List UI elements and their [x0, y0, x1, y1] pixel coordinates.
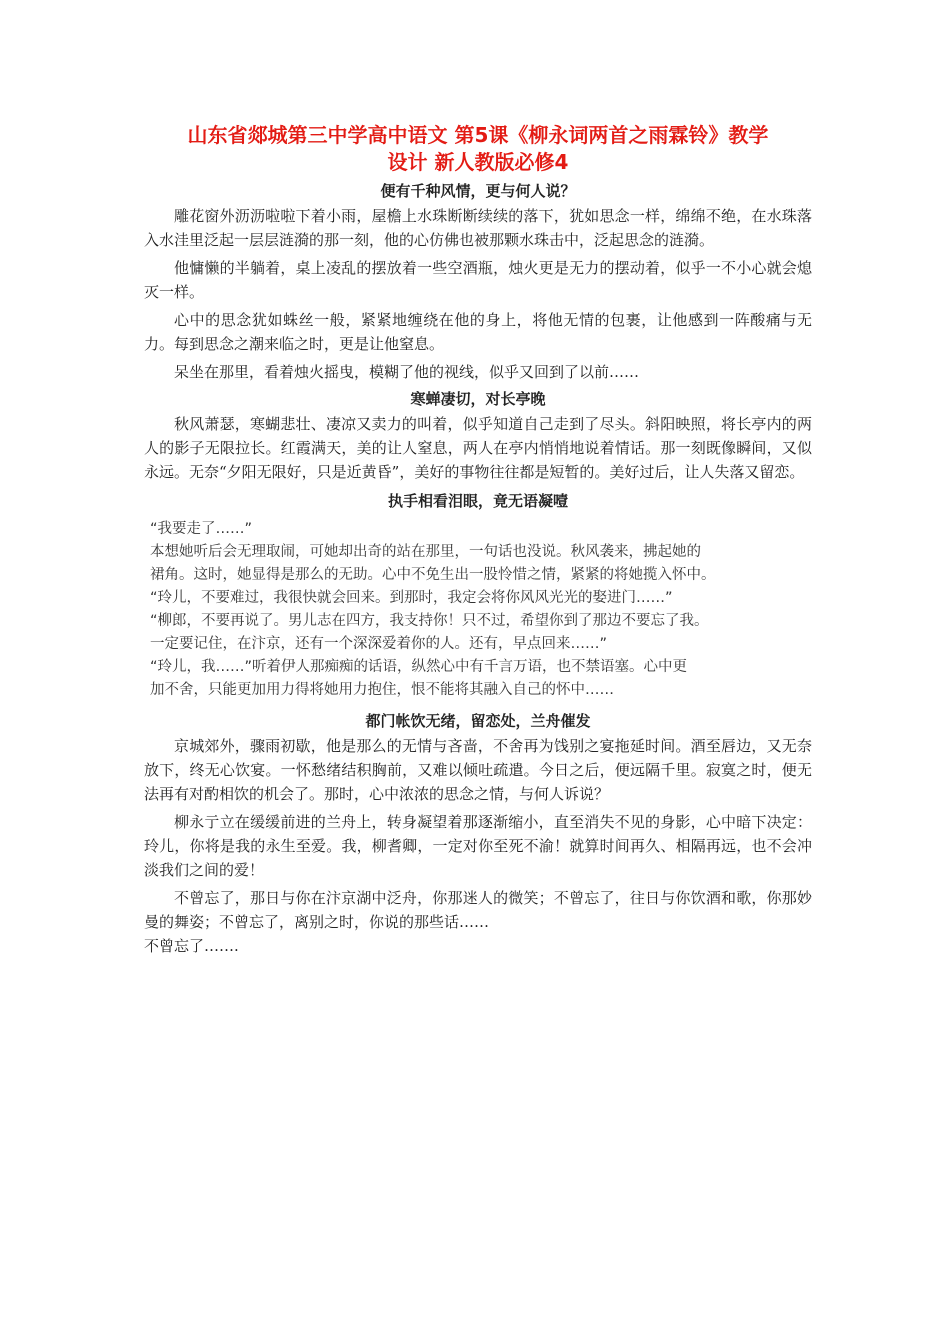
paragraph: 呆坐在那里，看着烛火摇曳，模糊了他的视线，似乎又回到了以前…… [174, 363, 640, 381]
paragraph: 不曾忘了，那日与你在汴京湖中泛舟，你那迷人的微笑；不曾忘了，往日与你饮酒和歌，你那妙曼的舞姿；不曾忘了，离别之时，你说的那些话…… [144, 889, 812, 931]
dialogue-line: “玲儿，我……”听着伊人那痴痴的话语，纵然心中有千言万语，也不禁语塞。心中更 [150, 659, 688, 675]
section-heading-4: 都门帐饮无绪，留恋处，兰舟催发 [365, 712, 591, 730]
paragraph: 心中的思念犹如蛛丝一般，紧紧地缠绕在他的身上，将他无情的包裹，让他感到一阵酸痛与无力。每到思念之潮来临之时，更是让他窒息。 [144, 311, 812, 353]
dialogue-line: 本想她听后会无理取闹，可她却出奇的站在那里，一句话也没说。秋风袭来，拂起她的 [150, 544, 701, 560]
section-heading-3: 执手相看泪眼，竟无语凝噎 [387, 492, 568, 510]
paragraph: 京城郊外，骤雨初歇，他是那么的无情与吝啬，不舍再为饯别之宴拖延时间。酒至唇边，又无奈放下，终无心饮宴。一怀愁绪结积胸前，又难以倾吐疏遣。今日之后，便远隔千里。寂寞之时，便无法再有对酌相饮的机会了。那时，心中浓浓的思念之情，与何人诉说？ [144, 737, 812, 803]
dialogue-line: “柳郎，不要再说了。男儿志在四方，我支持你！只不过，希望你到了那边不要忘了我。 [150, 613, 709, 629]
title-line-2: 设计 新人教版必修4 [387, 150, 569, 174]
title-line-1: 山东省郯城第三中学高中语文 第5课《柳永词两首之雨霖铃》教学 [187, 123, 769, 147]
dialogue-line: 一定要记住，在汴京，还有一个深深爱着你的人。还有，早点回来……” [150, 636, 608, 652]
paragraph: 柳永亍立在缓缓前进的兰舟上，转身凝望着那逐渐缩小，直至消失不见的身影，心中暗下决定：玲儿，你将是我的永生至爱。我，柳耆卿，一定对你至死不渝！就算时间再久、相隔再远，也不会冲淡我们之间的爱！ [144, 813, 812, 879]
section-heading-2: 寒蝉凄切，对长亭晚 [410, 390, 546, 408]
section-heading-1: 便有千种风情，更与何人说？ [380, 182, 576, 200]
dialogue-line: 加不舍，只能更加用力得将她用力抱住，恨不能将其融入自己的怀中…… [150, 682, 614, 698]
dialogue-line: “玲儿，不要难过，我很快就会回来。到那时，我定会将你风风光光的娶进门……” [150, 590, 673, 606]
document-title [144, 122, 812, 176]
paragraph: 他慵懒的半躺着，桌上凌乱的摆放着一些空酒瓶，烛火更是无力的摆动着，似乎一不小心就会熄灭一样。 [144, 259, 812, 301]
closing-line: 不曾忘了……. [144, 937, 239, 955]
document-page [144, 122, 812, 958]
dialogue-line: “我要走了……” [150, 521, 253, 537]
paragraph: 秋风萧瑟，寒蝴悲壮、凄凉又卖力的叫着，似乎知道自己走到了尽头。斜阳映照，将长亭内的两人的影子无限拉长。红霞满天，美的让人窒息，两人在亭内悄悄地说着情话。那一刻既像瞬间，又似永远。无奈“夕阳无限好，只是近黄昏”，美好的事物往往都是短暂的。美好过后，让人失落又留恋。 [144, 415, 812, 481]
paragraph: 雕花窗外沥沥啦啦下着小雨，屋檐上水珠断断续续的落下，犹如思念一样，绵绵不绝，在水珠落入水洼里泛起一层层涟漪的那一刻，他的心仿佛也被那颗水珠击中，泛起思念的涟漪。 [144, 207, 812, 249]
dialogue-line: 裙角。这时，她显得是那么的无助。心中不免生出一股怜惜之情，紧紧的将她揽入怀中。 [150, 567, 716, 583]
dialogue-block [150, 518, 800, 702]
